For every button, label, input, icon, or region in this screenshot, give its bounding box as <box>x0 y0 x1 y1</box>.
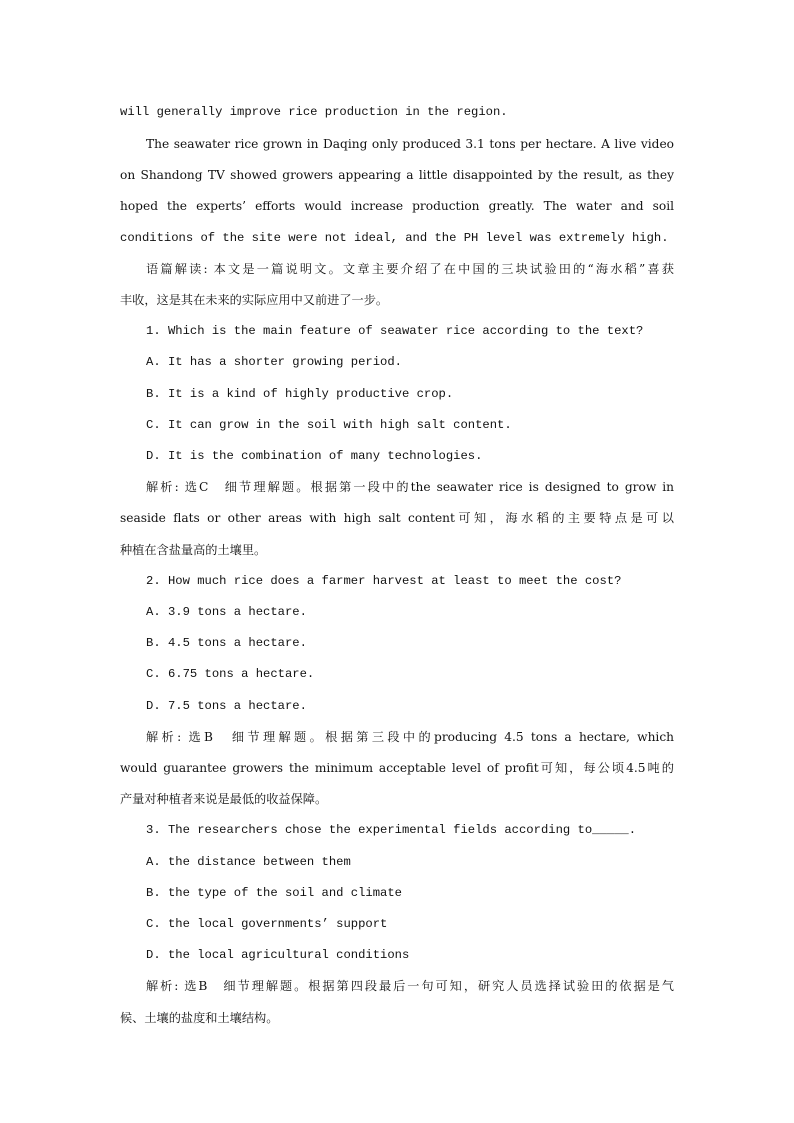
paragraph-line-5: conditions of the site were not ideal, and the PH level was extremely high. <box>120 231 669 245</box>
answer-3-line-2: 候、土壤的盐度和土壤结构。 <box>120 1011 279 1025</box>
question-1-option-c: C. It can grow in the soil with high salt content. <box>146 418 512 432</box>
answer-1-line-2: seaside flats or other areas with high salt content可知，海水稻的主要特点是可以 <box>120 511 674 525</box>
question-1-option-a: A. It has a shorter growing period. <box>146 355 402 369</box>
answer-3-line-1: 解析: 选B 细节理解题。根据第四段最后一句可知，研究人员选择试验田的依据是气 <box>146 979 674 993</box>
paragraph-line-1: will generally improve rice production in the region. <box>120 105 508 119</box>
question-3-option-a: A. the distance between them <box>146 855 351 869</box>
question-1: 1. Which is the main feature of seawater rice according to the text? <box>146 324 644 338</box>
answer-1-line-1: 解析: 选C 细节理解题。根据第一段中的the seawater rice is designed to grow in <box>146 480 674 494</box>
question-2-option-c: C. 6.75 tons a hectare. <box>146 667 315 681</box>
answer-2-line-2: would guarantee growers the minimum acceptable level of profit可知，每公顷4.5吨的 <box>120 761 674 775</box>
question-2-option-b: B. 4.5 tons a hectare. <box>146 636 307 650</box>
paragraph-line-4: hoped the experts’ efforts would increase production greatly. The water and soil <box>120 199 674 213</box>
paragraph-line-2: The seawater rice grown in Daqing only produced 3.1 tons per hectare. A live video <box>146 137 674 151</box>
question-3-option-b: B. the type of the soil and climate <box>146 886 402 900</box>
question-3-option-d: D. the local agricultural conditions <box>146 948 410 962</box>
question-1-option-d: D. It is the combination of many technologies. <box>146 449 483 463</box>
paragraph-line-3: on Shandong TV showed growers appearing a little disappointed by the result, as they <box>120 168 674 182</box>
question-3-option-c: C. the local governments’ support <box>146 917 388 931</box>
reading-summary-line-2: 丰收，这是其在未来的实际应用中又前进了一步。 <box>120 293 389 307</box>
reading-summary-line-1: 语篇解读: 本文是一篇说明文。文章主要介绍了在中国的三块试验田的“海水稻”喜获 <box>146 262 674 276</box>
question-2-option-d: D. 7.5 tons a hectare. <box>146 699 307 713</box>
question-1-option-b: B. It is a kind of highly productive crop. <box>146 387 454 401</box>
question-2-option-a: A. 3.9 tons a hectare. <box>146 605 307 619</box>
answer-1-line-3: 种植在含盐量高的土壤里。 <box>120 543 267 557</box>
answer-2-line-1: 解析: 选B 细节理解题。根据第三段中的producing 4.5 tons a hectare, which <box>146 730 674 744</box>
answer-2-line-3: 产量对种植者来说是最低的收益保障。 <box>120 792 328 806</box>
question-2: 2. How much rice does a farmer harvest at least to meet the cost? <box>146 574 622 588</box>
question-3: 3. The researchers chose the experimental fields according to_____. <box>146 823 637 837</box>
